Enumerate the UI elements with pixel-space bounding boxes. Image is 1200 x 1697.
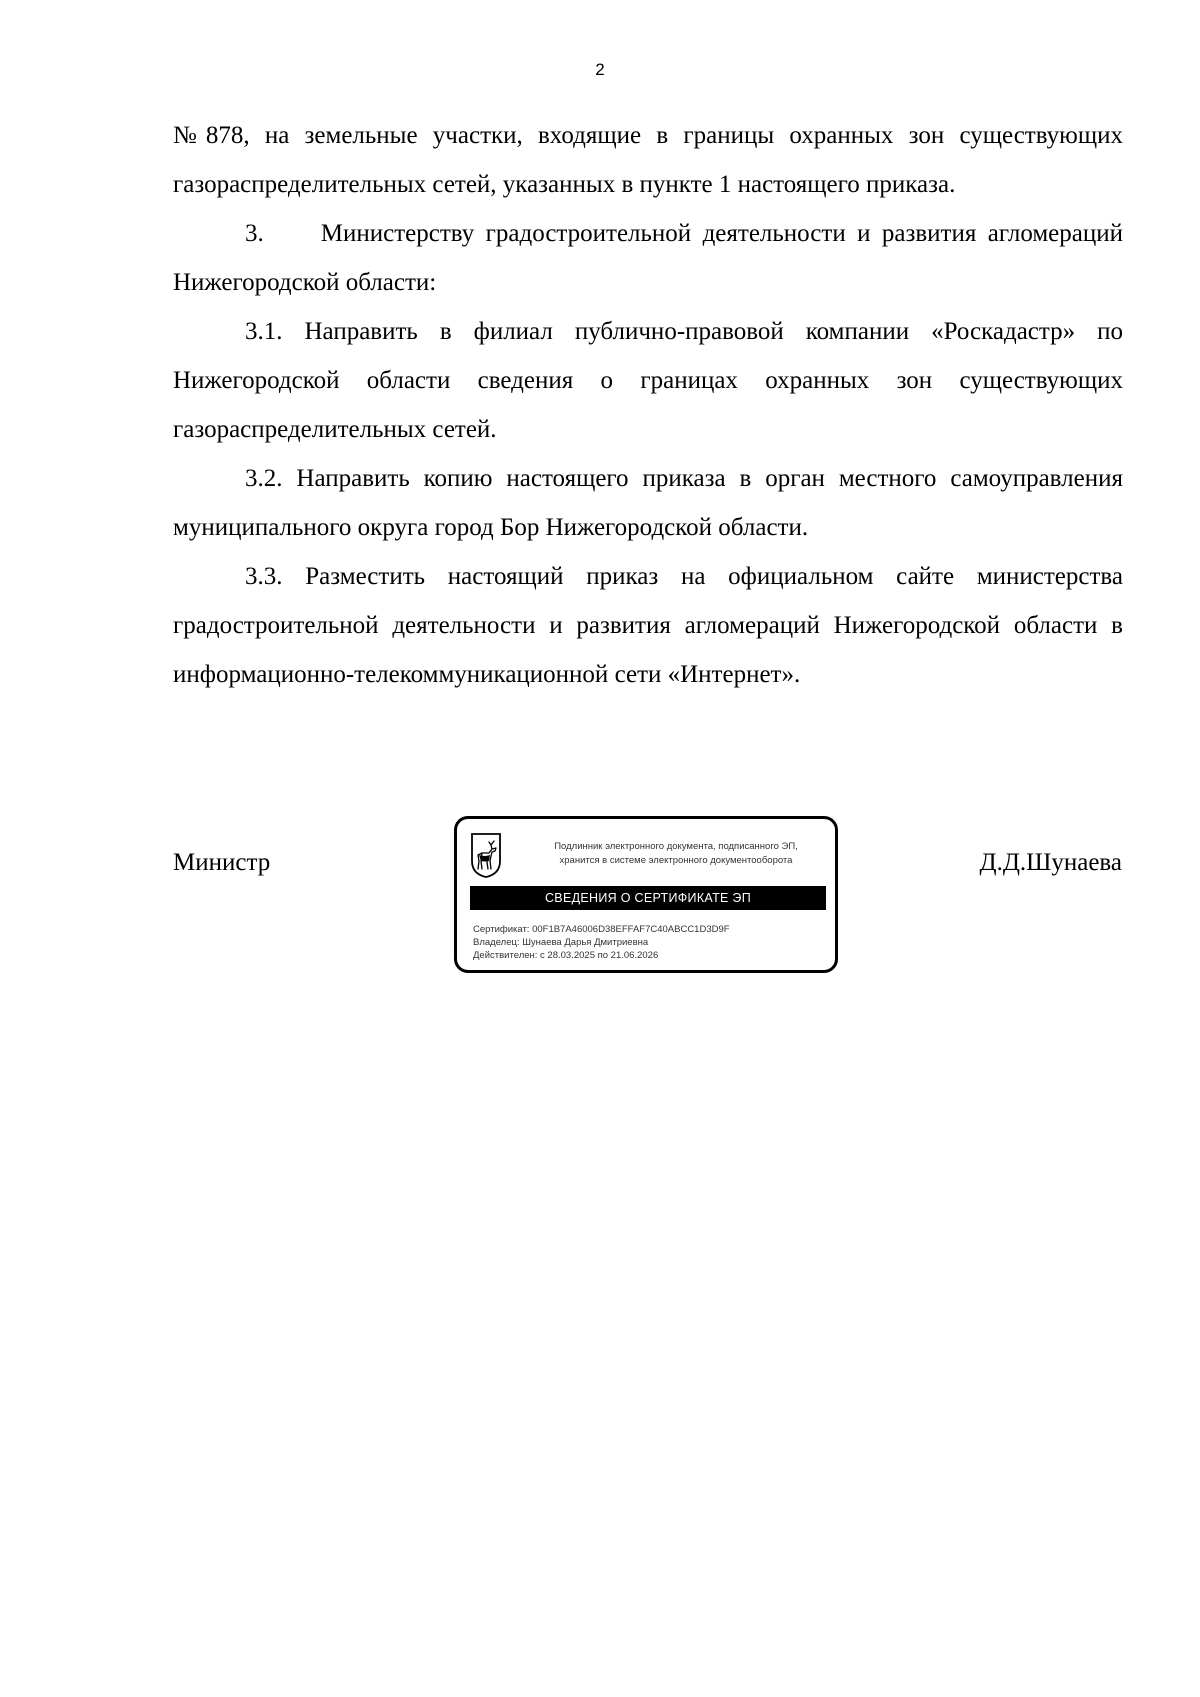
signatory-name: Д.Д.Шунаева xyxy=(979,849,1122,876)
stamp-header xyxy=(517,840,835,868)
document-body xyxy=(173,111,1123,699)
paragraph-item-3: 3. Министерству градостроительной деятельности и развития агломераций Нижегородской области: xyxy=(173,220,1123,296)
certificate-owner: Владелец: Шунаева Дарья Дмитриевна xyxy=(473,937,649,948)
signatory-title: Министр xyxy=(173,849,271,876)
paragraph-item-3-2: 3.2. Направить копию настоящего приказа в орган местного самоуправления муниципального округа город Бор Нижегородской области. xyxy=(173,465,1123,541)
certificate-number: Сертификат: 00F1B7A46006D38EFFAF7C40ABCC1D3D9F xyxy=(473,924,730,935)
certificate-info-bar: СВЕДЕНИЯ О СЕРТИФИКАТЕ ЭП xyxy=(470,886,826,910)
certificate-details xyxy=(473,923,829,962)
paragraph-item-3-1: 3.1. Направить в филиал публично-правовой компании «Роскадастр» по Нижегородской области сведения о границах охранных зон существующих газораспределительных сетей. xyxy=(173,318,1123,443)
stamp-header-line-1: Подлинник электронного документа, подписанного ЭП, xyxy=(554,841,798,852)
deer-coat-of-arms-icon xyxy=(469,831,503,879)
paragraph-continuation: №878, на земельные участки, входящие в границы охранных зон существующих газораспределительных сетей, указанных в пункте 1 настоящего приказа. xyxy=(173,122,1123,198)
stamp-header-line-2: хранится в системе электронного документооборота xyxy=(559,855,793,866)
certificate-validity: Действителен: с 28.03.2025 по 21.06.2026 xyxy=(473,950,659,961)
paragraph-item-3-3: 3.3. Разместить настоящий приказ на официальном сайте министерства градостроительной деятельности и развития агломераций Нижегородской области в информационно-телекоммуникационной сети «Интернет». xyxy=(173,563,1123,688)
electronic-signature-stamp xyxy=(454,816,838,973)
page-number: 2 xyxy=(595,60,605,79)
